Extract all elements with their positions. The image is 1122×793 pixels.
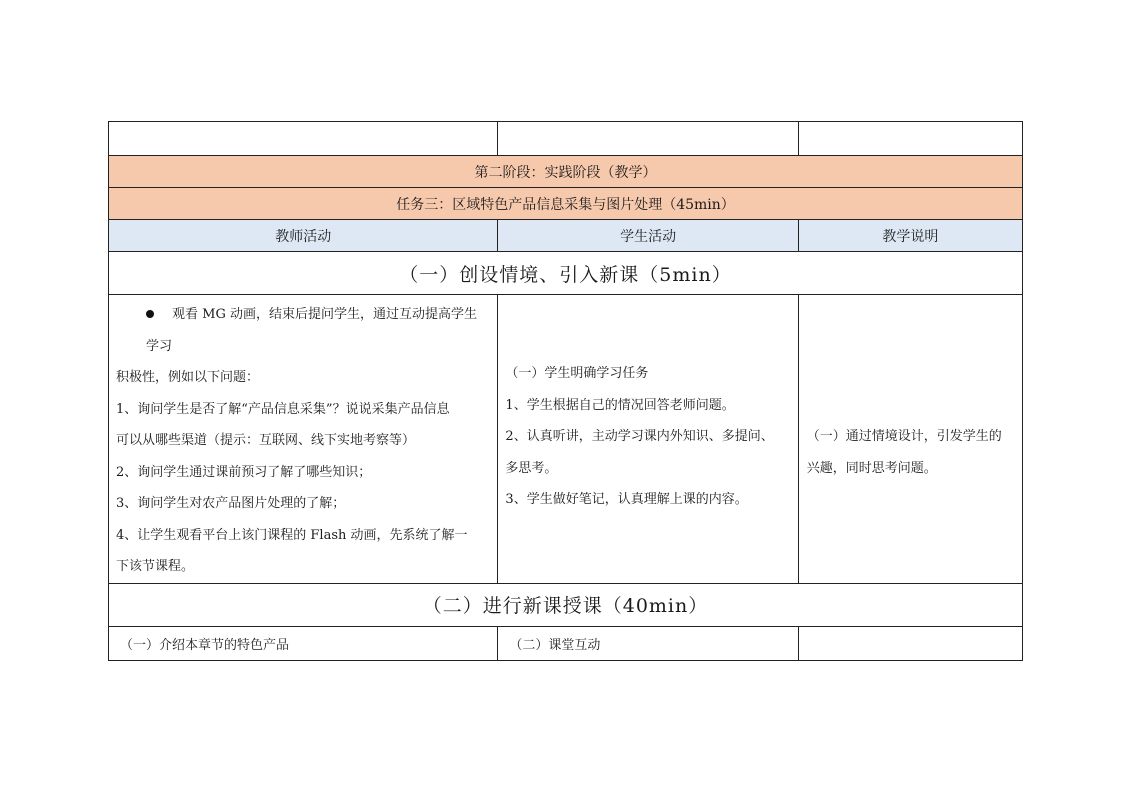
blank-row [109, 122, 1023, 156]
section1-student-cell [498, 295, 798, 584]
teacher-line: 2、询问学生通过课前预习了解了哪些知识； [116, 464, 372, 480]
section1-note-cell [798, 295, 1022, 584]
blank-cell [498, 122, 798, 156]
section2-note-cell [798, 626, 1022, 660]
header-student: 学生活动 [498, 220, 798, 252]
teacher-line: 4、让学生观看平台上该门课程的 Flash 动画，先系统了解一 [116, 527, 468, 543]
blank-cell [798, 122, 1022, 156]
section2-title: （二）进行新课授课（40min） [109, 583, 1023, 626]
teacher-line: 3、询问学生对农产品图片处理的了解； [116, 496, 346, 511]
stage-title: 第二阶段：实践阶段（教学） [109, 156, 1023, 188]
note-line: （一）通过情境设计，引发学生的 [806, 429, 1002, 444]
section2-content-row [109, 626, 1023, 660]
task-title: 任务三：区域特色产品信息采集与图片处理（45min） [109, 188, 1023, 220]
blank-cell [109, 122, 498, 156]
section1-title: （一）创设情境、引入新课（5min） [109, 252, 1023, 295]
note-line: 兴趣，同时思考问题。 [806, 460, 937, 476]
teacher-bullet-cont: 学习 [146, 338, 173, 354]
teacher-line: 1、询问学生是否了解“产品信息采集”？说说采集产品信息 [116, 401, 450, 417]
section2-teacher-cell: （一）介绍本章节的特色产品 [109, 626, 498, 660]
teacher-line: 可以从哪些渠道（提示：互联网、线下实地考察等） [116, 433, 416, 448]
student-line: （一）学生明确学习任务 [505, 366, 649, 381]
section1-content-row [109, 295, 1023, 584]
student-line: 多思考。 [505, 460, 558, 476]
teacher-bullet: 观看 MG 动画，结束后提问学生，通过互动提高学生 [116, 299, 491, 331]
lesson-plan-table [108, 121, 1023, 661]
header-note: 教学说明 [798, 220, 1022, 252]
student-line: 3、学生做好笔记，认真理解上课的内容。 [505, 492, 748, 507]
section2-student-cell: （二）课堂互动 [498, 626, 798, 660]
header-row [109, 220, 1023, 252]
section2-row [109, 583, 1023, 626]
student-line: 2、认真听讲，主动学习课内外知识、多提问、 [505, 429, 774, 444]
bullet-icon [146, 310, 154, 318]
section1-teacher-cell [109, 295, 498, 584]
task-row [109, 188, 1023, 220]
header-teacher: 教师活动 [109, 220, 498, 252]
teacher-line: 下该节课程。 [116, 559, 195, 574]
teacher-line: 积极性，例如以下问题： [116, 370, 260, 385]
student-line: 1、学生根据自己的情况回答老师问题。 [505, 397, 735, 413]
section1-row [109, 252, 1023, 295]
stage-row [109, 156, 1023, 188]
